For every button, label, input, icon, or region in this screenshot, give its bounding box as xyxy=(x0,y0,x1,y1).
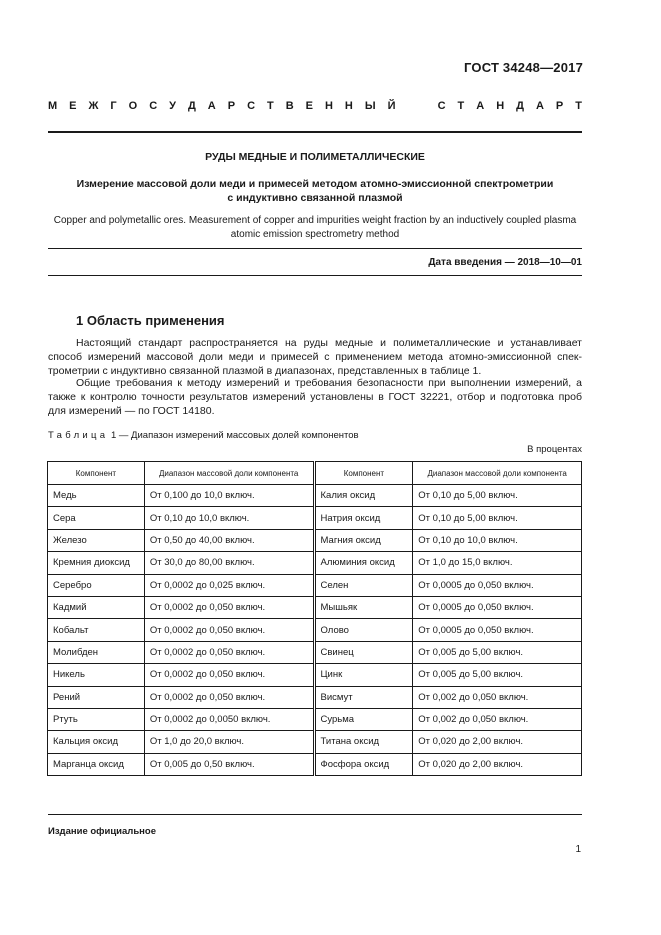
range-cell: От 0,10 до 10,0 включ. xyxy=(144,507,314,529)
component-cell: Рений xyxy=(48,686,145,708)
heading-letter: Р xyxy=(227,100,236,112)
table-row xyxy=(48,596,582,618)
paragraph-line: трометрии с индуктивно связанной плазмой в диапазонах, представленных в таблице 1. xyxy=(48,365,482,377)
subtitle-line-2: с индуктивно связанной плазмой xyxy=(227,192,403,204)
range-cell: От 0,0005 до 0,050 включ. xyxy=(413,619,582,641)
heading-letter: Н xyxy=(496,100,505,112)
heading-letter: С xyxy=(437,100,446,112)
heading-letter: Т xyxy=(457,100,465,112)
table-row xyxy=(48,708,582,730)
heading-letter: Й xyxy=(387,100,396,112)
table-header-row xyxy=(48,462,582,485)
english-title-line-2: atomic emission spectrometry method xyxy=(230,229,400,240)
title-rule xyxy=(48,248,582,249)
component-cell: Кадмий xyxy=(48,596,145,618)
component-cell: Кальция оксид xyxy=(48,731,145,753)
component-cell: Алюминия оксид xyxy=(314,552,413,574)
range-cell: От 0,020 до 2,00 включ. xyxy=(413,753,582,775)
header-component: Компонент xyxy=(314,462,413,485)
table-row xyxy=(48,552,582,574)
component-cell: Мышьяк xyxy=(314,596,413,618)
heading-letter xyxy=(408,100,411,112)
table-row xyxy=(48,485,582,507)
component-cell: Серебро xyxy=(48,574,145,596)
components-table xyxy=(47,461,582,776)
range-cell: От 0,0002 до 0,050 включ. xyxy=(144,641,314,663)
heading-letter: Ж xyxy=(88,100,99,112)
table-row xyxy=(48,529,582,551)
edition-note: Издание официальное xyxy=(48,826,156,837)
component-cell: Молибден xyxy=(48,641,145,663)
component-cell: Титана оксид xyxy=(314,731,413,753)
heading-letter: Н xyxy=(344,100,353,112)
heading-letter: Т xyxy=(267,100,274,112)
component-cell: Никель xyxy=(48,664,145,686)
heading-letter: Д xyxy=(516,100,524,112)
heading-letter: А xyxy=(535,100,544,112)
range-cell: От 0,0005 до 0,050 включ. xyxy=(413,596,582,618)
range-cell: От 0,005 до 0,50 включ. xyxy=(144,753,314,775)
heading-letter: Р xyxy=(555,100,564,112)
range-cell: От 1,0 до 15,0 включ. xyxy=(413,552,582,574)
heading-letter: Г xyxy=(110,100,117,112)
table-caption xyxy=(48,430,359,441)
section-title: Область применения xyxy=(86,313,225,328)
component-cell: Сера xyxy=(48,507,145,529)
table-body xyxy=(48,485,582,776)
range-cell: От 30,0 до 80,00 включ. xyxy=(144,552,314,574)
range-cell: От 0,10 до 5,00 включ. xyxy=(413,507,582,529)
range-cell: От 0,10 до 10,0 включ. xyxy=(413,529,582,551)
component-cell: Ртуть xyxy=(48,708,145,730)
heading-letter: В xyxy=(285,100,294,112)
table-units: В процентах xyxy=(527,444,582,455)
paragraph-line: Настоящий стандарт распространяется на руды медные и полиметаллические и устанавливает xyxy=(76,337,582,349)
table-row xyxy=(48,686,582,708)
paragraph-1 xyxy=(48,336,582,378)
heading-letter: С xyxy=(247,100,256,112)
range-cell: От 0,020 до 2,00 включ. xyxy=(413,731,582,753)
heading-letter: Д xyxy=(187,100,196,112)
range-cell: От 0,0002 до 0,025 включ. xyxy=(144,574,314,596)
paragraph-line: также к контролю точности результатов измерений установлены в ГОСТ 32221, отбор и подготовка проб xyxy=(48,391,582,403)
component-cell: Фосфора оксид xyxy=(314,753,413,775)
component-cell: Сурьма xyxy=(314,708,413,730)
header-range: Диапазон массовой доли компонента xyxy=(144,462,314,485)
range-cell: От 0,0002 до 0,050 включ. xyxy=(144,596,314,618)
range-cell: От 0,0005 до 0,050 включ. xyxy=(413,574,582,596)
paragraph-2 xyxy=(48,376,582,418)
range-cell: От 0,002 до 0,050 включ. xyxy=(413,708,582,730)
component-cell: Марганца оксид xyxy=(48,753,145,775)
heading-letter: Е xyxy=(305,100,313,112)
header-component: Компонент xyxy=(48,462,145,485)
table-row xyxy=(48,664,582,686)
component-cell: Олово xyxy=(314,619,413,641)
component-cell: Медь xyxy=(48,485,145,507)
range-cell: От 0,0002 до 0,050 включ. xyxy=(144,686,314,708)
table-row xyxy=(48,574,582,596)
heading-letter: Е xyxy=(69,100,77,112)
heading-letter xyxy=(423,100,426,112)
component-cell: Натрия оксид xyxy=(314,507,413,529)
range-cell: От 0,50 до 40,00 включ. xyxy=(144,529,314,551)
date-rule xyxy=(48,275,582,276)
interstate-standard-heading xyxy=(48,100,582,112)
paragraph-line: для измерений — по ГОСТ 14180. xyxy=(48,405,215,417)
english-title-line-1: Copper and polymetallic ores. Measurement of copper and impurities weight fraction by an inductively coupled plasma xyxy=(53,215,577,226)
component-cell: Кремния диоксид xyxy=(48,552,145,574)
component-cell: Свинец xyxy=(314,641,413,663)
document-title: РУДЫ МЕДНЫЕ И ПОЛИМЕТАЛЛИЧЕСКИЕ xyxy=(205,151,425,163)
range-cell: От 0,100 до 10,0 включ. xyxy=(144,485,314,507)
subtitle-line-1: Измерение массовой доли меди и примесей методом атомно-эмиссионной спектрометрии xyxy=(76,178,554,190)
table-row xyxy=(48,619,582,641)
component-cell: Кобальт xyxy=(48,619,145,641)
footer-rule xyxy=(48,814,582,815)
introduction-date: Дата введения — 2018—10—01 xyxy=(428,257,582,268)
paragraph-line: Общие требования к методу измерений и требования безопасности при выполнении измерений, а xyxy=(76,377,582,389)
standard-number: ГОСТ 34248—2017 xyxy=(464,60,583,75)
range-cell: От 0,0002 до 0,050 включ. xyxy=(144,619,314,641)
range-cell: От 0,10 до 5,00 включ. xyxy=(413,485,582,507)
section-heading xyxy=(76,313,225,328)
table-row xyxy=(48,753,582,775)
header-rule xyxy=(48,131,582,133)
range-cell: От 0,005 до 5,00 включ. xyxy=(413,664,582,686)
table-row xyxy=(48,731,582,753)
range-cell: От 0,002 до 0,050 включ. xyxy=(413,686,582,708)
heading-letter: А xyxy=(476,100,485,112)
range-cell: От 0,0002 до 0,0050 включ. xyxy=(144,708,314,730)
component-cell: Висмут xyxy=(314,686,413,708)
component-cell: Магния оксид xyxy=(314,529,413,551)
document-subtitle xyxy=(48,177,582,205)
heading-letter: Ы xyxy=(364,100,376,112)
component-cell: Железо xyxy=(48,529,145,551)
table-row xyxy=(48,641,582,663)
heading-letter: Н xyxy=(324,100,333,112)
range-cell: От 0,0002 до 0,050 включ. xyxy=(144,664,314,686)
heading-letter: А xyxy=(207,100,216,112)
range-cell: От 0,005 до 5,00 включ. xyxy=(413,641,582,663)
table-caption-text: 1 — Диапазон измерений массовых долей компонентов xyxy=(108,430,359,441)
section-number: 1 xyxy=(76,313,84,328)
component-cell: Цинк xyxy=(314,664,413,686)
component-cell: Калия оксид xyxy=(314,485,413,507)
heading-letter: У xyxy=(169,100,176,112)
header-range: Диапазон массовой доли компонента xyxy=(413,462,582,485)
paragraph-line: способ измерений массовой доли меди и примесей с применением метода атомно-эмиссионной спек- xyxy=(48,351,582,363)
heading-letter: М xyxy=(48,100,58,112)
table-caption-word: Таблица xyxy=(48,430,109,441)
component-cell: Селен xyxy=(314,574,413,596)
heading-letter: С xyxy=(149,100,158,112)
page-number: 1 xyxy=(575,844,581,855)
heading-letter: О xyxy=(128,100,138,112)
table-row xyxy=(48,507,582,529)
range-cell: От 1,0 до 20,0 включ. xyxy=(144,731,314,753)
heading-letter: Т xyxy=(575,100,582,112)
english-title xyxy=(48,214,582,242)
